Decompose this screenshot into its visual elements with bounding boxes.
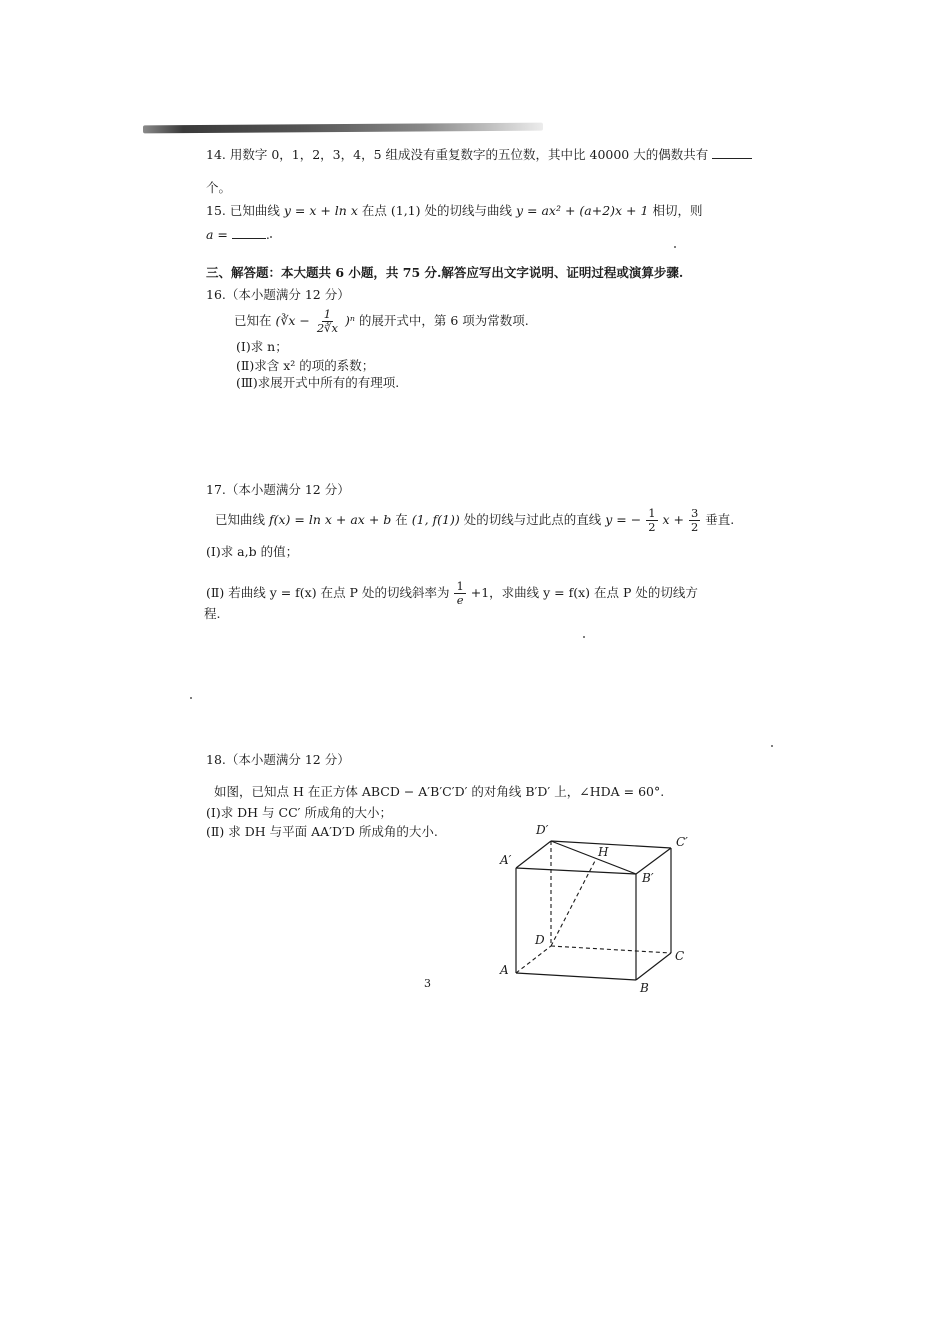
q15-line1: [206, 203, 702, 219]
hidden-edge-a-d: [516, 946, 551, 973]
q16-part2: (Ⅱ)求含 x² 的项的系数；: [236, 358, 375, 373]
scan-speck: [190, 697, 192, 699]
q17-part2-end: 程.: [204, 606, 221, 621]
scan-speck: [270, 236, 272, 238]
q17-frac1: [646, 507, 657, 534]
q17-frac1-num: 1: [648, 506, 656, 520]
q17-frac2: [689, 507, 700, 534]
q17-part1: (Ⅰ)求 a,b 的值；: [206, 544, 299, 559]
q17-mid: 处的切线与过此点的直线: [463, 512, 602, 527]
label-c: C: [675, 949, 685, 963]
q15-mid: 处的切线与曲线: [424, 203, 512, 218]
q16-fraction: [315, 308, 340, 335]
q15-point: (1,1): [390, 203, 421, 218]
q17-part2: [206, 580, 698, 607]
q17-title: 17.（本小题满分 12 分）: [206, 482, 350, 497]
hidden-edge-d-c: [551, 946, 671, 953]
q18-part2: (Ⅱ) 求 DH 与平面 AA′D′D 所成角的大小.: [206, 824, 438, 839]
q14-line2: [206, 180, 231, 196]
cube-figure: [496, 818, 706, 998]
q16-stem-suffix: 的展开式中，第 6 项为常数项.: [358, 313, 529, 328]
q18-part1: (Ⅰ)求 DH 与 CC′ 所成角的大小；: [206, 805, 392, 820]
q17-stem: [215, 507, 734, 534]
label-d: D: [535, 933, 545, 947]
page-number: 3: [424, 977, 431, 990]
diagonal-b1-d1: [551, 841, 636, 874]
edge-a-b: [516, 973, 636, 980]
q14-text-end: 个。: [206, 180, 232, 195]
scan-artifact-bar: [143, 123, 543, 134]
q17-line-prefix: y = −: [605, 512, 642, 527]
q15-answer-prefix: a =: [206, 227, 228, 242]
q17-at: 在: [395, 512, 408, 527]
q17-line-mid: x +: [662, 512, 684, 527]
label-h: H: [598, 845, 609, 859]
q17-frac2-num: 3: [690, 506, 699, 520]
q17-stem-suffix: 垂直.: [705, 512, 735, 527]
q17-frac1-den: 2: [648, 520, 656, 534]
q14-answer-blank: [712, 146, 752, 159]
edge-a1-b1: [516, 868, 636, 874]
q17-frac2-den: 2: [690, 520, 699, 534]
q14-line1: [206, 146, 752, 163]
q16-expr-close: )ⁿ: [344, 313, 355, 328]
q17-point: (1, f(1)): [411, 512, 460, 527]
edge-b-c: [636, 953, 671, 980]
q14-text: 14. 用数字 0，1，2，3，4，5 组成没有重复数字的五位数，其中比 40000 大的偶数共有: [206, 147, 709, 162]
q16-frac-den: 2∛x: [316, 321, 338, 335]
edge-d1-c1: [551, 841, 671, 848]
label-a: A: [500, 963, 509, 977]
q17-part2-mid: +1，求曲线 y = f(x) 在点 P 处的切线方: [470, 585, 698, 600]
q16-part3: (Ⅲ)求展开式中所有的有理项.: [236, 375, 400, 390]
q16-stem: [234, 308, 529, 335]
q15-answer-blank: [232, 226, 266, 239]
q15-curve2: y = ax² + (a+2)x + 1: [515, 203, 649, 218]
q15-at-point: 在点: [361, 203, 387, 218]
q17-part2-prefix: (Ⅱ) 若曲线 y = f(x) 在点 P 处的切线斜率为: [206, 585, 450, 600]
label-b: B: [640, 981, 649, 995]
q16-stem-prefix: 已知在: [234, 313, 272, 328]
label-d-prime: D′: [536, 823, 549, 837]
scan-speck: [674, 246, 676, 248]
q15-curve1: y = x + ln x: [283, 203, 358, 218]
q15-prefix: 15. 已知曲线: [206, 203, 280, 218]
label-c-prime: C′: [676, 835, 688, 849]
q15-suffix: 相切，则: [652, 203, 703, 218]
q16-frac-num: 1: [323, 307, 332, 321]
q18-stem: 如图，已知点 H 在正方体 ABCD − A′B′C′D′ 的对角线 B′D′ 上，∠HDA = 60°.: [214, 784, 665, 799]
label-a-prime: A′: [500, 853, 512, 867]
scan-speck: [583, 636, 585, 638]
q17-slope-num: 1: [456, 579, 464, 593]
q15-line2: a = .: [206, 227, 270, 242]
q16-expr-open: (∛x −: [275, 313, 310, 328]
section3-heading: 三、解答题：本大题共 6 小题，共 75 分.解答应写出文字说明、证明过程或演算步骤.: [206, 265, 684, 280]
scan-speck: [771, 745, 773, 747]
q16-part1: (Ⅰ)求 n；: [236, 339, 288, 354]
q17-slope-frac: [454, 580, 465, 607]
label-b-prime: B′: [642, 871, 654, 885]
q18-title: 18.（本小题满分 12 分）: [206, 752, 350, 767]
q17-func: f(x) = ln x + ax + b: [269, 512, 392, 527]
q17-stem-prefix: 已知曲线: [215, 512, 266, 527]
edge-a1-d1: [516, 841, 551, 868]
q17-slope-den: e: [456, 593, 464, 607]
q16-title: 16.（本小题满分 12 分）: [206, 287, 350, 302]
